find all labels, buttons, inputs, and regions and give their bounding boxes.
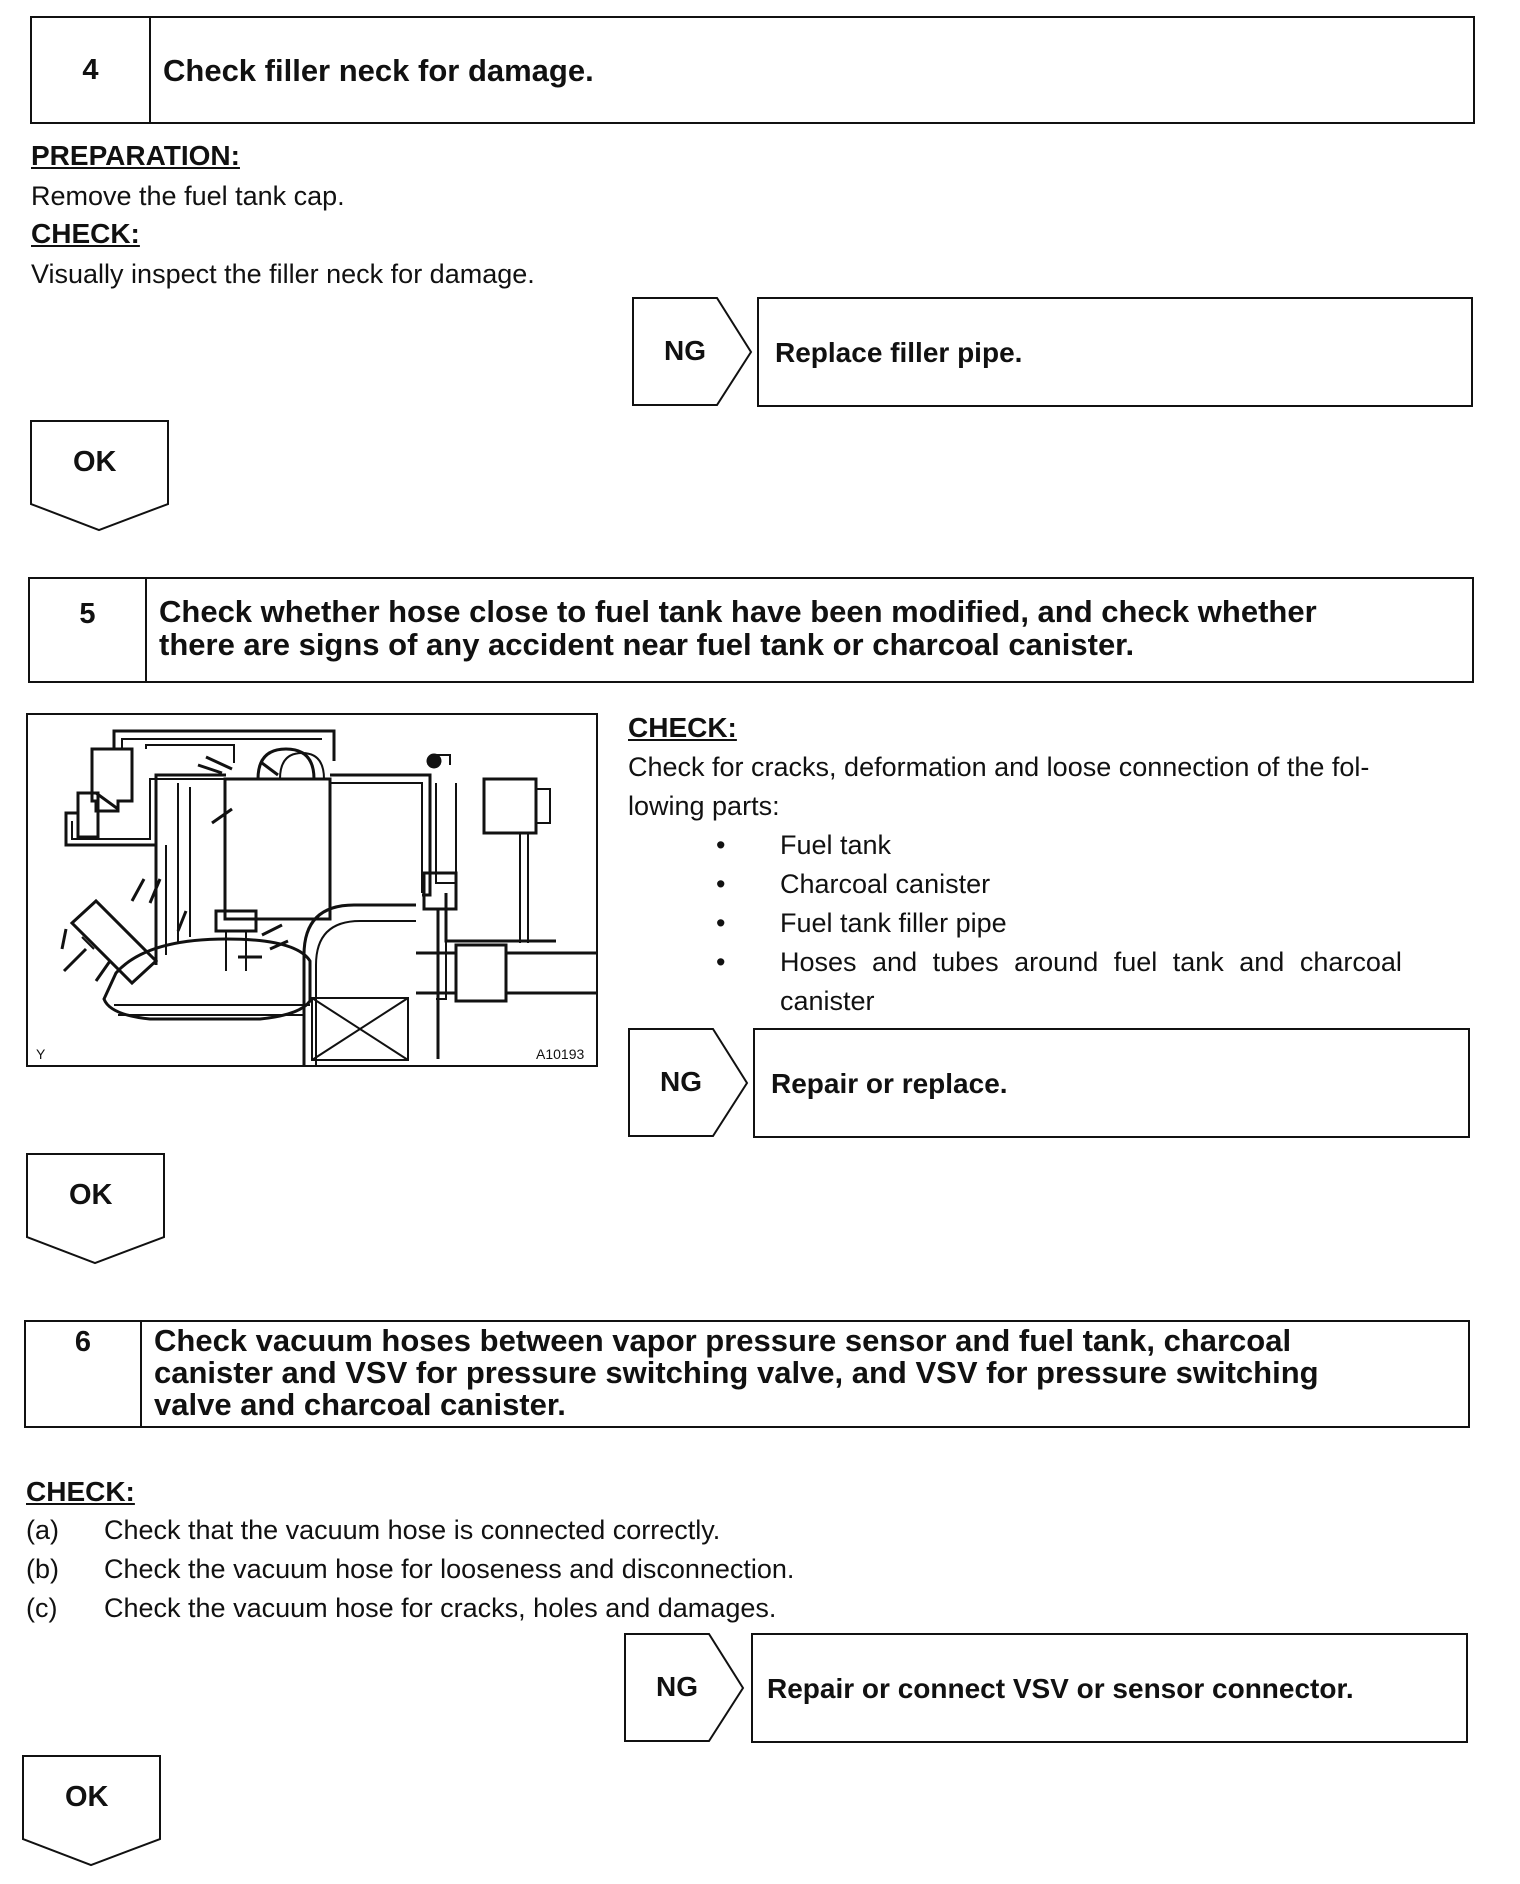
item-label: (b)	[26, 1554, 59, 1584]
step-5-ok-label: OK	[69, 1179, 113, 1211]
bullet-icon: •	[716, 830, 726, 860]
step-6-title-line3: valve and charcoal canister.	[154, 1387, 566, 1422]
step-4-ng-label: NG	[664, 335, 706, 366]
step-5-ng-action-box	[753, 1028, 1470, 1138]
step-4-ng-action-box	[757, 297, 1473, 407]
step-5-title-line2: there are signs of any accident near fuel tank or charcoal canister.	[159, 627, 1135, 662]
step-4-check-text: Visually inspect the filler neck for damage.	[31, 259, 535, 289]
step-6-ok-arrow	[22, 1755, 162, 1867]
step-6-check-item-b	[26, 1550, 794, 1589]
step-5-check-heading: CHECK:	[628, 712, 737, 743]
step-4-preparation-text: Remove the fuel tank cap.	[31, 181, 345, 211]
step-6-check-item-c	[26, 1589, 776, 1628]
step-5-check-line2: lowing parts:	[628, 791, 780, 821]
item-text: Check the vacuum hose for looseness and disconnection.	[104, 1554, 795, 1584]
step-4-check-heading: CHECK:	[31, 218, 140, 249]
parts-list-item: • Fuel tank filler pipe	[628, 904, 1474, 943]
step-4-number: 4	[32, 18, 151, 122]
parts-list-item: • Fuel tank	[628, 826, 1474, 865]
figure-corner-label: Y	[36, 1046, 46, 1062]
bullet-icon: •	[716, 908, 726, 938]
step-4-header	[30, 16, 1475, 124]
step-4-ok-arrow	[30, 420, 170, 532]
step-6-ng-action: Repair or connect VSV or sensor connector.	[767, 1673, 1354, 1704]
figure-code: A10193	[536, 1046, 585, 1062]
step-6-title-line1: Check vacuum hoses between vapor pressure sensor and fuel tank, charcoal	[154, 1323, 1292, 1358]
step-4-ok-label: OK	[73, 446, 117, 478]
step-6-check-item-a	[26, 1511, 720, 1550]
step-6-number: 6	[26, 1322, 142, 1426]
step-4-preparation-heading: PREPARATION:	[31, 140, 240, 171]
bullet-icon: •	[716, 869, 726, 899]
step-5-title-line1: Check whether hose close to fuel tank have been modified, and check whether	[159, 594, 1317, 629]
parts-list-item: • Charcoal canister	[628, 865, 1474, 904]
step-4-ng-action: Replace filler pipe.	[775, 337, 1023, 368]
step-5-number: 5	[30, 579, 147, 681]
step-6-title-line2: canister and VSV for pressure switching valve, and VSV for pressure switching	[154, 1355, 1319, 1390]
fuel-system-diagram	[26, 713, 598, 1067]
step-5-parts-list	[628, 826, 1474, 1021]
parts-list-item: • Hoses and tubes around fuel tank and charcoal	[628, 943, 1474, 982]
parts-list-item-continued: canister	[780, 986, 875, 1016]
step-6-header	[24, 1320, 1470, 1428]
step-4-title: Check filler neck for damage.	[163, 53, 594, 88]
item-label: (c)	[26, 1593, 58, 1623]
step-5-ng-action: Repair or replace.	[771, 1068, 1008, 1099]
step-5-ng-label: NG	[660, 1066, 702, 1097]
bullet-icon: •	[716, 947, 726, 977]
item-text: Check the vacuum hose for cracks, holes and damages.	[104, 1593, 777, 1623]
step-5-ok-arrow	[26, 1153, 166, 1265]
item-text: Check that the vacuum hose is connected correctly.	[104, 1515, 721, 1545]
step-6-ng-action-box	[751, 1633, 1468, 1743]
step-6-ok-label: OK	[65, 1781, 109, 1813]
step-5-header	[28, 577, 1474, 683]
step-4-ng-arrow	[632, 297, 754, 407]
step-5-ng-arrow	[628, 1028, 750, 1138]
item-label: (a)	[26, 1515, 59, 1545]
step-5-check-line1: Check for cracks, deformation and loose connection of the fol-	[628, 752, 1370, 782]
step-6-check-heading: CHECK:	[26, 1476, 135, 1507]
step-6-ng-label: NG	[656, 1671, 698, 1702]
step-6-ng-arrow	[624, 1633, 746, 1743]
